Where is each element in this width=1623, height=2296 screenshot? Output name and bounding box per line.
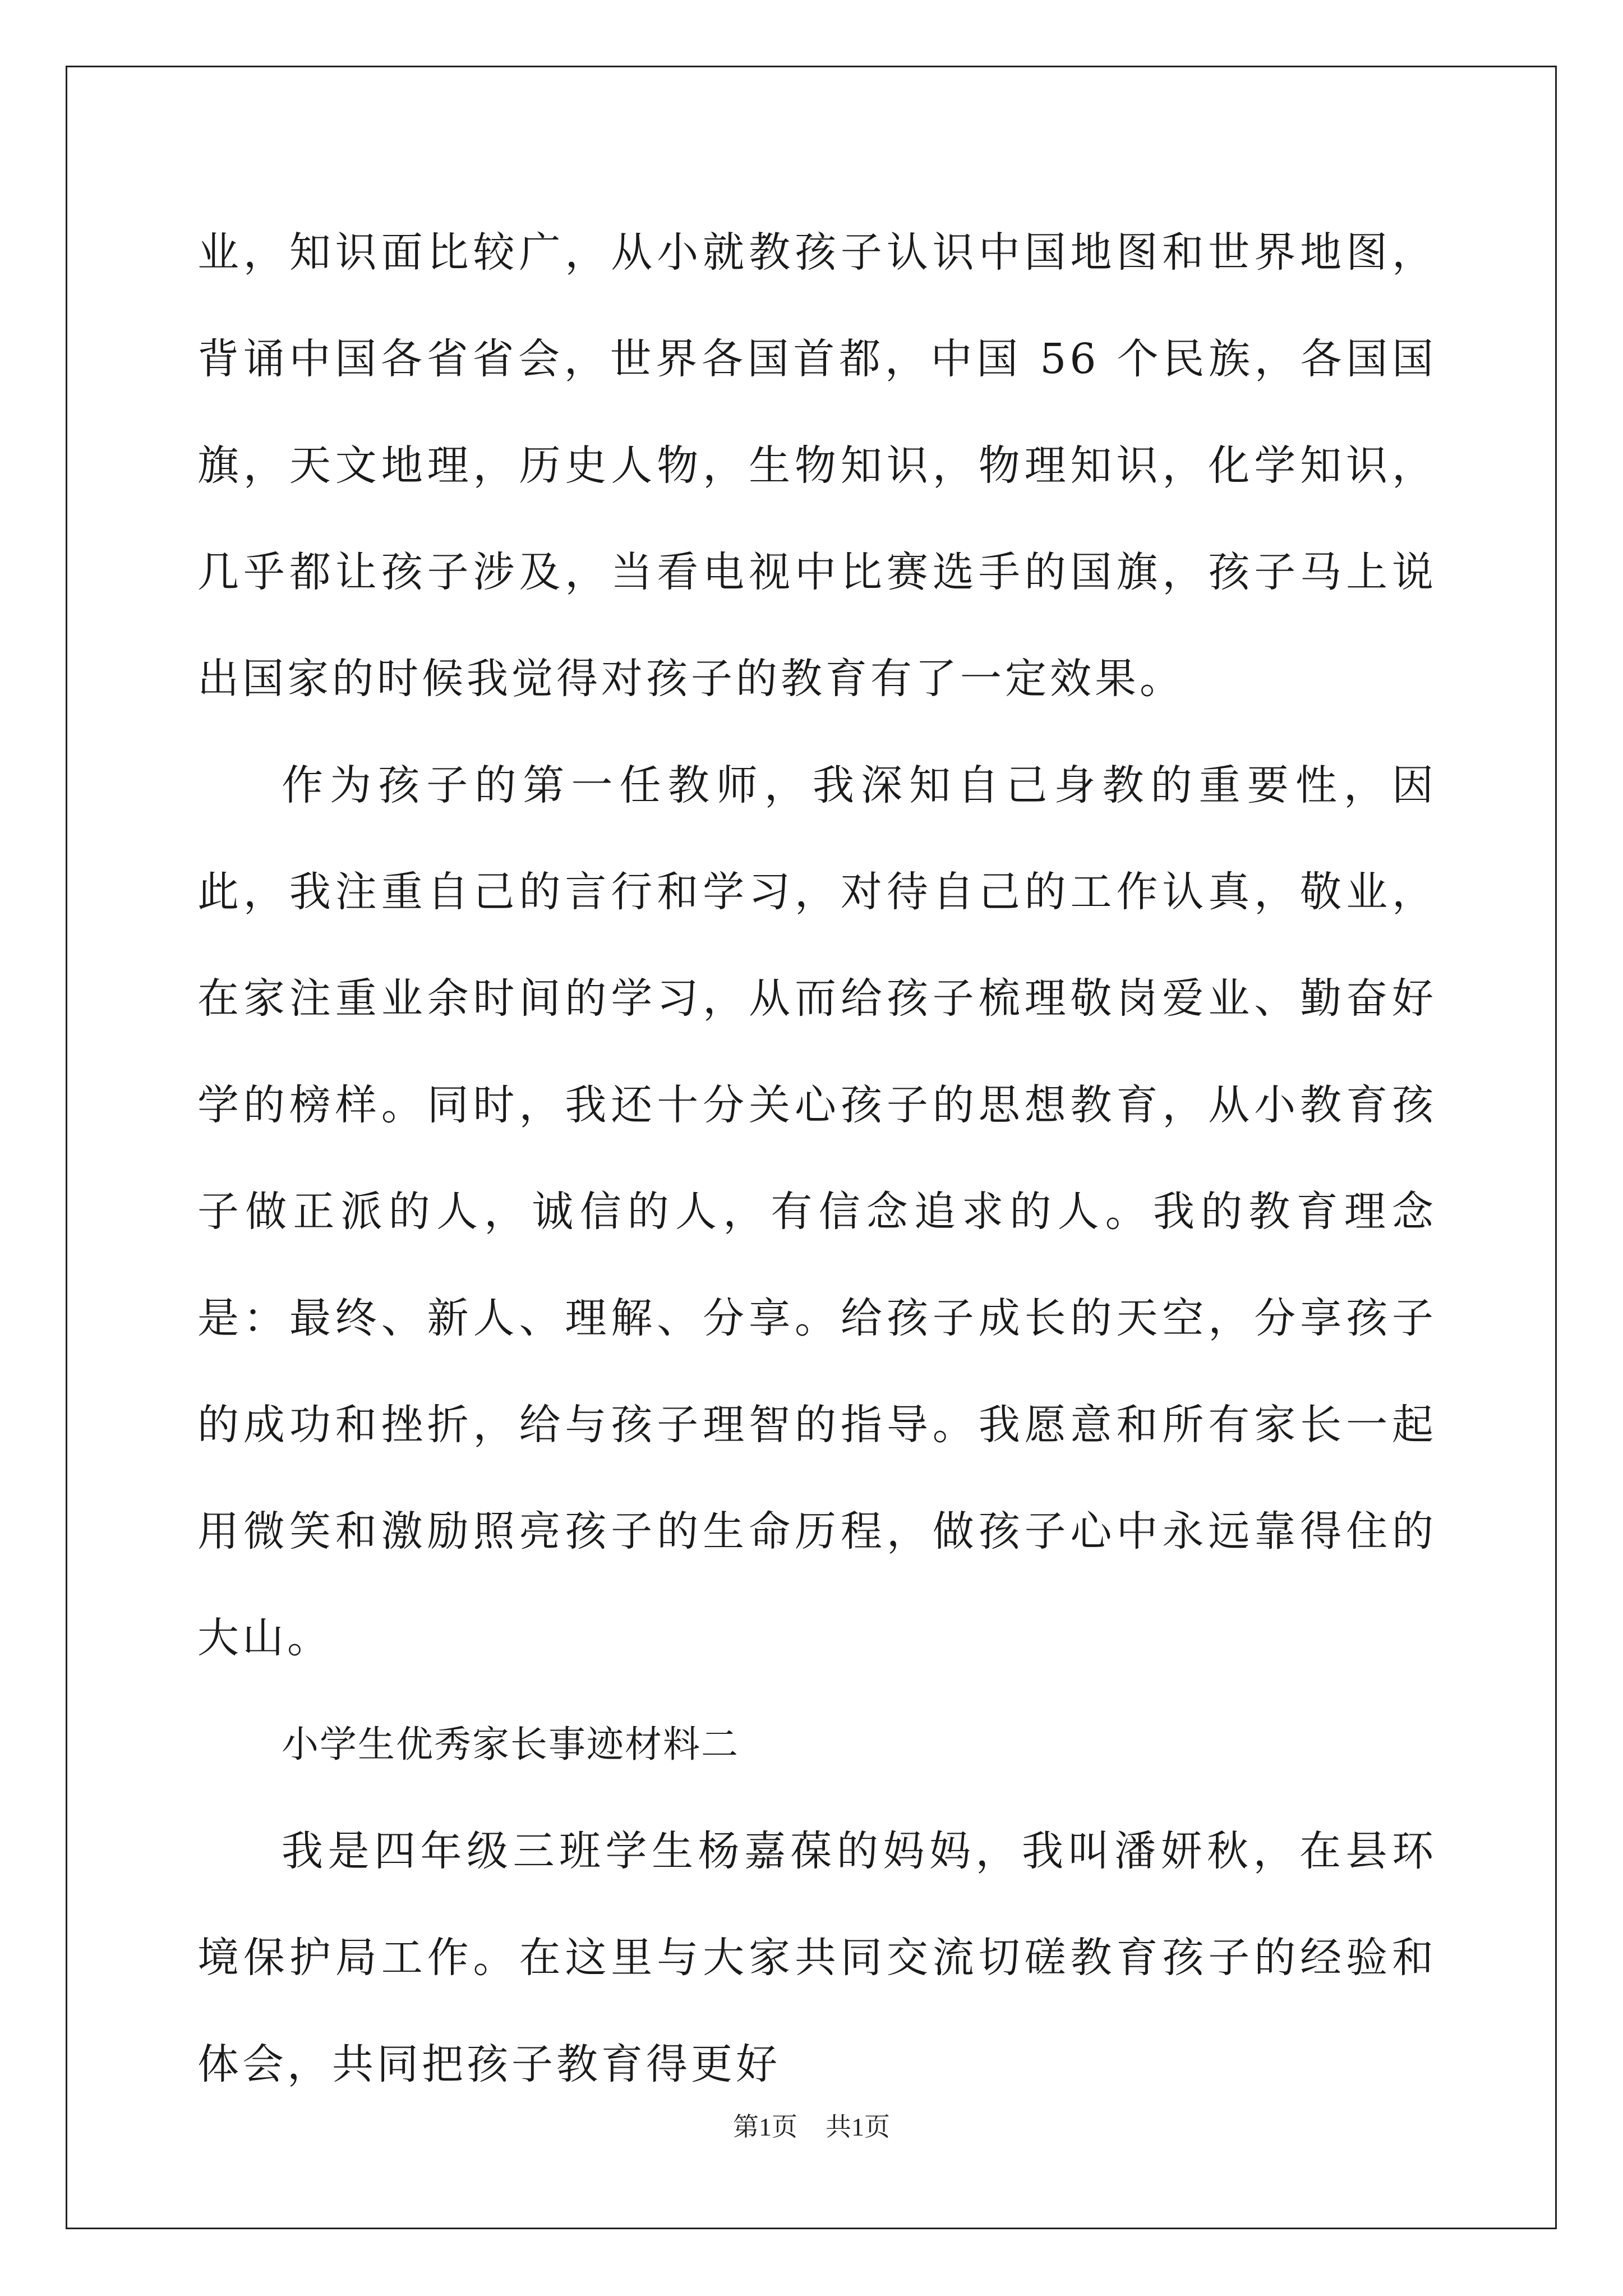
page-total: 共1页 [826, 2113, 890, 2141]
paragraph: 我是四年级三班学生杨嘉葆的妈妈，我叫潘妍秋，在县环境保护局工作。在这里与大家共同交流切磋教育孩子的经验和体会，共同把孩子教育得更好 [197, 1827, 1437, 2088]
document-body [197, 199, 1437, 2118]
page-number: 第1页 [733, 2113, 797, 2141]
page-footer [0, 2106, 1623, 2143]
paragraph-continued: 业，知识面比较广，从小就教孩子认识中国地图和世界地图，背诵中国各省省会，世界各国首都，中国 56 个民族，各国国旗，天文地理，历史人物，生物知识，物理知识，化学知识，几乎都让孩子涉及，当看电视中比赛选手的国旗，孩子马上说出国家的时候我觉得对孩子的教育有了一定效果。 [197, 228, 1437, 703]
paragraph: 作为孩子的第一任教师，我深知自己身教的重要性，因此，我注重自己的言行和学习，对待自己的工作认真，敬业，在家注重业余时间的学习，从而给孩子梳理敬岗爱业、勤奋好学的榜样。同时，我还十分关心孩子的思想教育，从小教育孩子做正派的人，诚信的人，有信念追求的人。我的教育理念是：最终、新人、理解、分享。给孩子成长的天空，分享孩子的成功和挫折，给与孩子理智的指导。我愿意和所有家长一起用微笑和激励照亮孩子的生命历程，做孩子心中永远靠得住的大山。 [197, 761, 1437, 1662]
section-heading: 小学生优秀家长事迹材料二 [282, 1723, 739, 1766]
